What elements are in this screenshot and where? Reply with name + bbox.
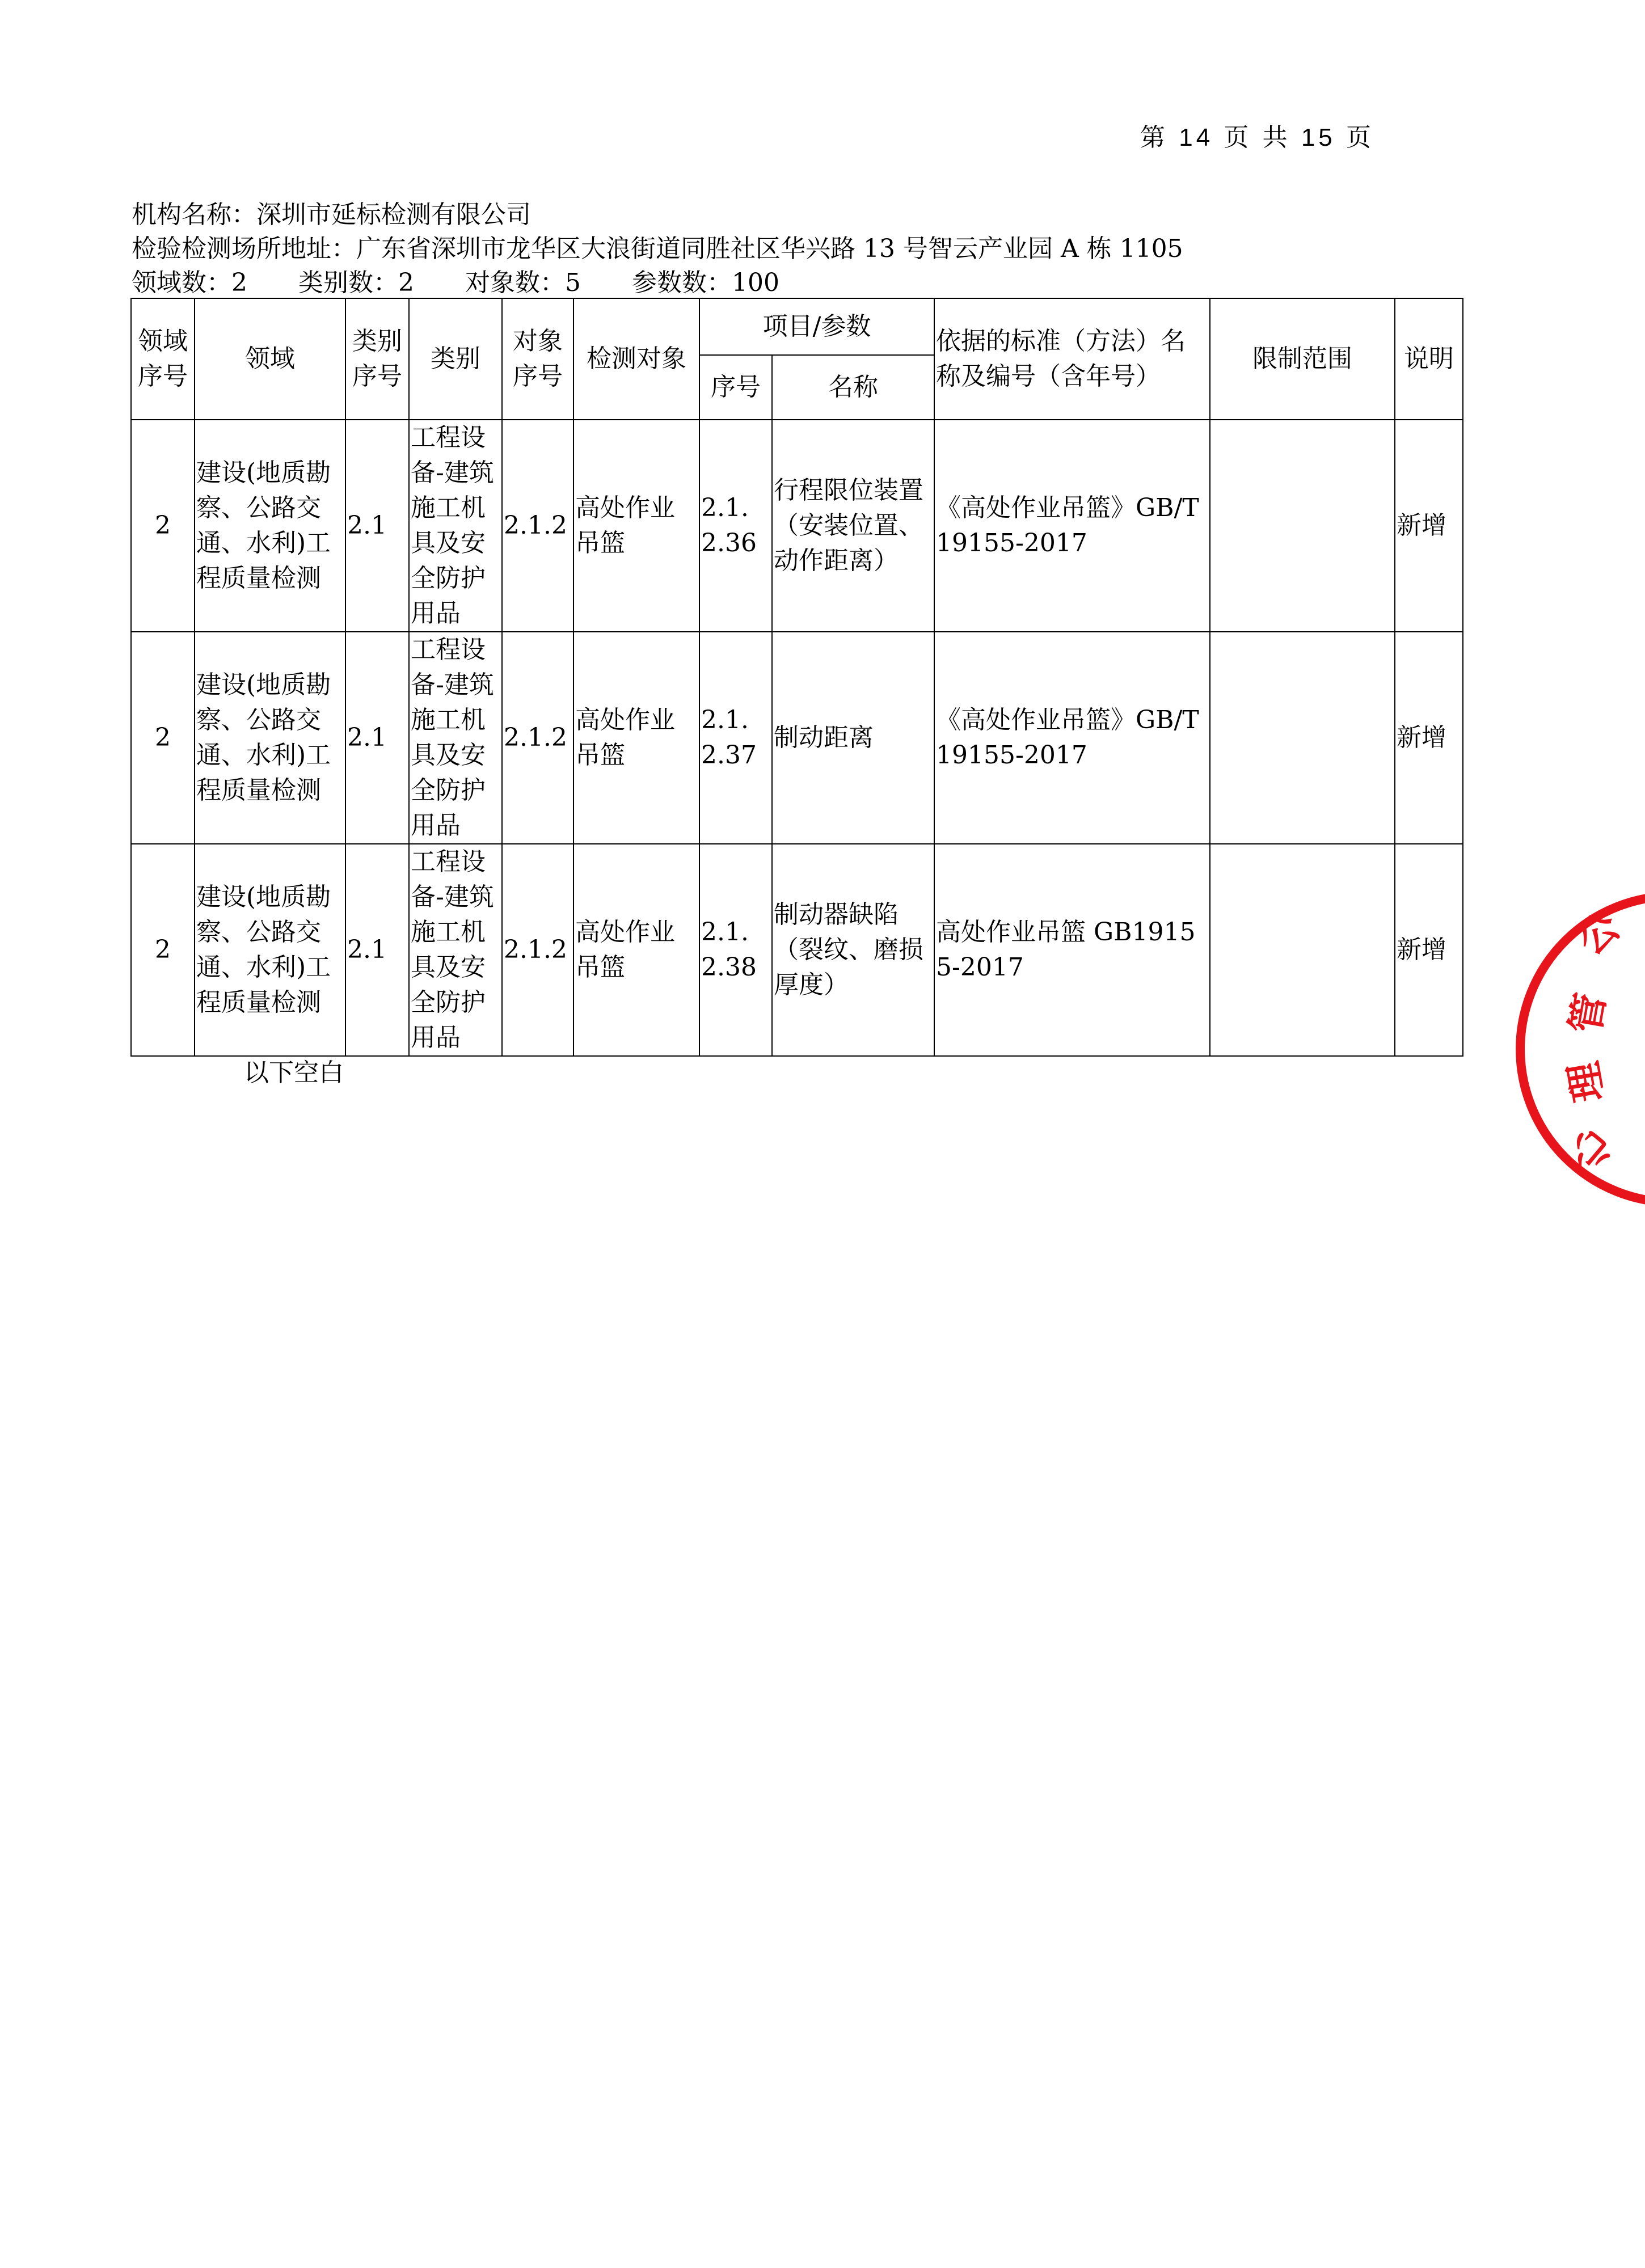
category-count: 类别数：2 bbox=[298, 268, 414, 297]
header-note: 说明 bbox=[1395, 298, 1463, 420]
cell-domain: 建设(地质勘察、公路交通、水利)工程质量检测 bbox=[195, 420, 345, 632]
header-category: 类别 bbox=[409, 298, 502, 420]
cell-item-no: 2.1.2.37 bbox=[699, 632, 772, 844]
cell-standard: 高处作业吊篮 GB19155-2017 bbox=[934, 844, 1210, 1056]
seal-char: 公 bbox=[1567, 902, 1629, 964]
page-number: 第 14 页 共 15 页 bbox=[1140, 124, 1375, 151]
cell-category: 工程设备-建筑施工机具及安全防护用品 bbox=[409, 844, 502, 1056]
table-header-row bbox=[131, 298, 1463, 355]
object-count: 对象数：5 bbox=[465, 268, 581, 297]
header-standard: 依据的标准（方法）名称及编号（含年号） bbox=[934, 298, 1210, 420]
cell-category: 工程设备-建筑施工机具及安全防护用品 bbox=[409, 420, 502, 632]
seal-char: 理 bbox=[1559, 1058, 1613, 1106]
header-item-no: 序号 bbox=[699, 355, 772, 420]
cell-limit bbox=[1210, 420, 1395, 632]
header-domain: 领域 bbox=[195, 298, 345, 420]
cell-domain-no: 2 bbox=[131, 420, 195, 632]
cell-category-no: 2.1 bbox=[345, 632, 409, 844]
blank-below-note: 以下空白 bbox=[244, 1058, 344, 1087]
header-object-no: 对象序号 bbox=[502, 298, 573, 420]
table-row bbox=[131, 844, 1463, 1056]
header-item-group: 项目/参数 bbox=[699, 298, 934, 355]
cell-object-no: 2.1.2 bbox=[502, 632, 573, 844]
table-row bbox=[131, 632, 1463, 844]
cell-note: 新增 bbox=[1395, 844, 1463, 1056]
cell-item-name: 行程限位装置（安装位置、动作距离） bbox=[772, 420, 934, 632]
cell-limit bbox=[1210, 632, 1395, 844]
cell-object-no: 2.1.2 bbox=[502, 420, 573, 632]
cell-domain: 建设(地质勘察、公路交通、水利)工程质量检测 bbox=[195, 632, 345, 844]
cell-object-no: 2.1.2 bbox=[502, 844, 573, 1056]
cell-object: 高处作业吊篮 bbox=[573, 844, 699, 1056]
cell-item-name: 制动距离 bbox=[772, 632, 934, 844]
official-seal-stamp bbox=[1532, 890, 1645, 1208]
header-category-no: 类别序号 bbox=[345, 298, 409, 420]
cell-domain: 建设(地质勘察、公路交通、水利)工程质量检测 bbox=[195, 844, 345, 1056]
count-summary bbox=[132, 262, 779, 298]
header-object: 检测对象 bbox=[573, 298, 699, 420]
cell-category: 工程设备-建筑施工机具及安全防护用品 bbox=[409, 632, 502, 844]
domain-count: 领域数：2 bbox=[132, 268, 247, 297]
header-item-name: 名称 bbox=[772, 355, 934, 420]
cell-note: 新增 bbox=[1395, 632, 1463, 844]
cell-note: 新增 bbox=[1395, 420, 1463, 632]
table-row bbox=[131, 420, 1463, 632]
cell-limit bbox=[1210, 844, 1395, 1056]
header-domain-no: 领域序号 bbox=[131, 298, 195, 420]
cell-object: 高处作业吊篮 bbox=[573, 632, 699, 844]
seal-char: 管 bbox=[1561, 990, 1615, 1037]
cell-item-no: 2.1.2.38 bbox=[699, 844, 772, 1056]
header-limit: 限制范围 bbox=[1210, 298, 1395, 420]
scope-table bbox=[130, 298, 1463, 1057]
cell-item-name: 制动器缺陷（裂纹、磨损厚度） bbox=[772, 844, 934, 1056]
org-name: 机构名称：深圳市延标检测有限公司 bbox=[132, 200, 531, 229]
cell-standard: 《高处作业吊篮》GB/T 19155-2017 bbox=[934, 632, 1210, 844]
cell-object: 高处作业吊篮 bbox=[573, 420, 699, 632]
cell-item-no: 2.1.2.36 bbox=[699, 420, 772, 632]
cell-category-no: 2.1 bbox=[345, 844, 409, 1056]
cell-domain-no: 2 bbox=[131, 844, 195, 1056]
param-count: 参数数：100 bbox=[632, 268, 779, 297]
site-address: 检验检测场所地址：广东省深圳市龙华区大浪街道同胜社区华兴路 13 号智云产业园 A 栋 1105 bbox=[132, 234, 1183, 263]
cell-standard: 《高处作业吊篮》GB/T 19155-2017 bbox=[934, 420, 1210, 632]
seal-char: 心 bbox=[1560, 1119, 1621, 1181]
cell-domain-no: 2 bbox=[131, 632, 195, 844]
cell-category-no: 2.1 bbox=[345, 420, 409, 632]
